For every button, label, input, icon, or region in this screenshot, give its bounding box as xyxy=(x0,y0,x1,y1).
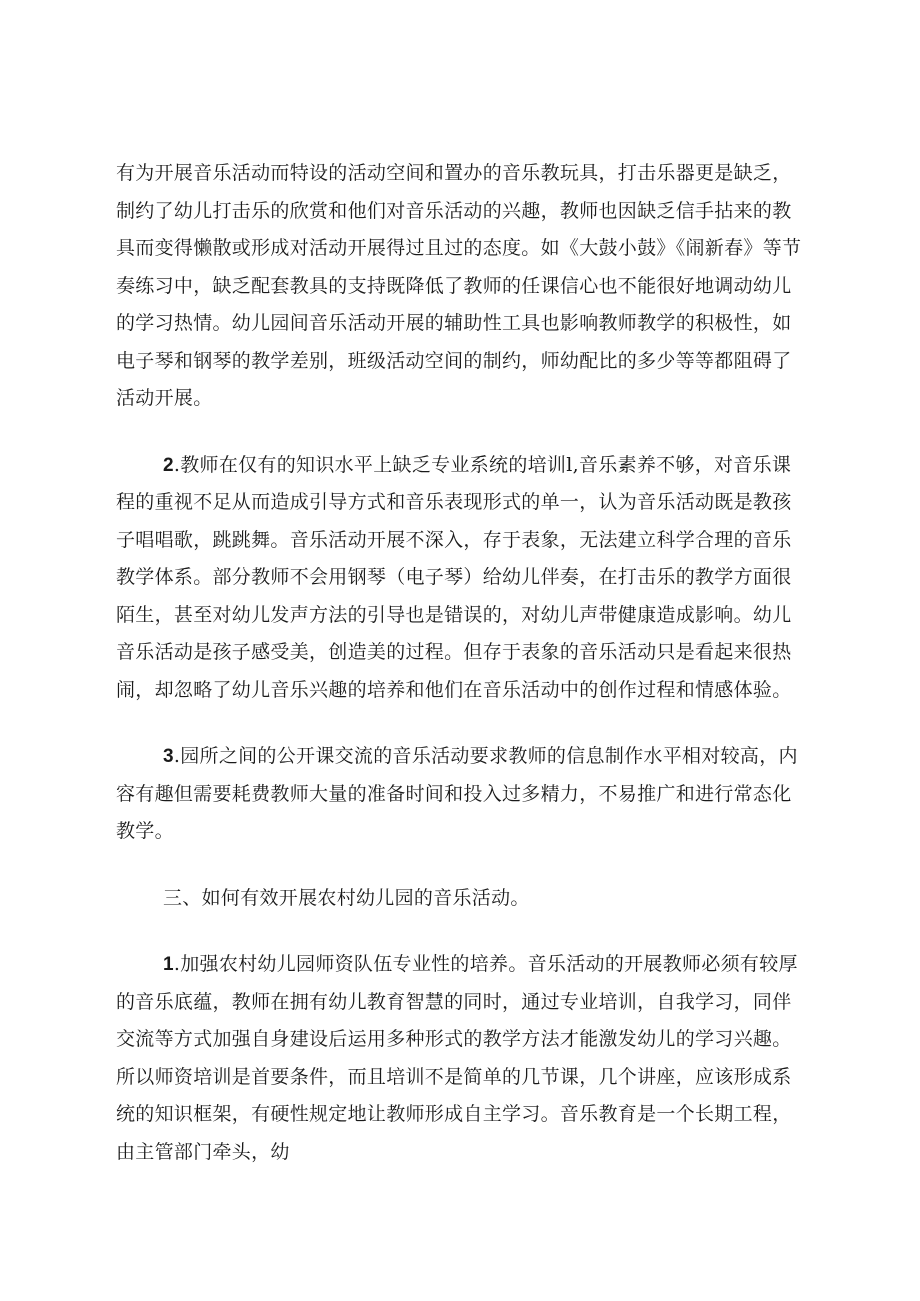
paragraph-item-3 xyxy=(116,738,806,851)
document-page xyxy=(116,155,806,1171)
paragraph-text: 有为开展音乐活动而特设的活动空间和置办的音乐教玩具，打击乐器更是缺乏，制约了幼儿打击乐的欣赏和他们对音乐活动的兴趣，教师也因缺乏信手拈来的教具而变得懒散或形成对活动开展得过且过的态度。如《大鼓小鼓》《闹新春》等节奏练习中，缺乏配套教具的支持既降低了教师的任课信心也不能很好地调动幼儿的学习热情。幼儿园间音乐活动开展的辅助性工具也影响教师教学的积极性，如电子琴和钢琴的教学差别，班级活动空间的制约，师幼配比的多少等等都阻碍了活动开展。 xyxy=(116,162,802,409)
paragraph-text: .教师在仅有的知识水平上缺乏专业系统的培训l,音乐素养不够，对音乐课程的重视不足从而造成引导方式和音乐表现形式的单一，认为音乐活动既是教孩子唱唱歌，跳跳舞。音乐活动开展不深入，存于表象，无法建立科学合理的音乐教学体系。部分教师不会用钢琴（电子琴）给幼儿伴奏，在打击乐的教学方面很陌生，甚至对幼儿发声方法的引导也是错误的，对幼儿声带健康造成影响。幼儿音乐活动是孩子感受美，创造美的过程。但存于表象的音乐活动只是看起来很热闹，却忽略了幼儿音乐兴趣的培养和他们在音乐活动中的创作过程和情感体验。 xyxy=(116,453,792,701)
paragraph-item-2 xyxy=(116,447,806,710)
paragraph-number: 3 xyxy=(163,746,174,767)
paragraph-text: .园所之间的公开课交流的音乐活动要求教师的信息制作水平相对较高，内容有趣但需要耗费教师大量的准备时间和投入过多精力，不易推广和进行常态化教学。 xyxy=(116,745,798,842)
paragraph-text: .加强农村幼儿园师资队伍专业性的培养。音乐活动的开展教师必须有较厚的音乐底蕴，教师在拥有幼儿教育智慧的同时，通过专业培训，自我学习，同伴交流等方式加强自身建设后运用多种形式的教学方法才能激发幼儿的学习兴趣。所以师资培训是首要条件，而且培训不是简单的几节课，几个讲座，应该形成系统的知识框架，有硬性规定地让教师形成自主学习。音乐教育是一个长期工程，由主管部门牵头，幼 xyxy=(116,953,798,1163)
paragraph-number: 2 xyxy=(163,454,174,476)
section-heading-text: 三、如何有效开展农村幼儿园的音乐活动。 xyxy=(163,886,530,909)
paragraph-continuation xyxy=(116,155,806,418)
paragraph-item-1 xyxy=(116,946,806,1171)
section-heading xyxy=(116,880,806,918)
paragraph-number: 1 xyxy=(163,954,174,975)
